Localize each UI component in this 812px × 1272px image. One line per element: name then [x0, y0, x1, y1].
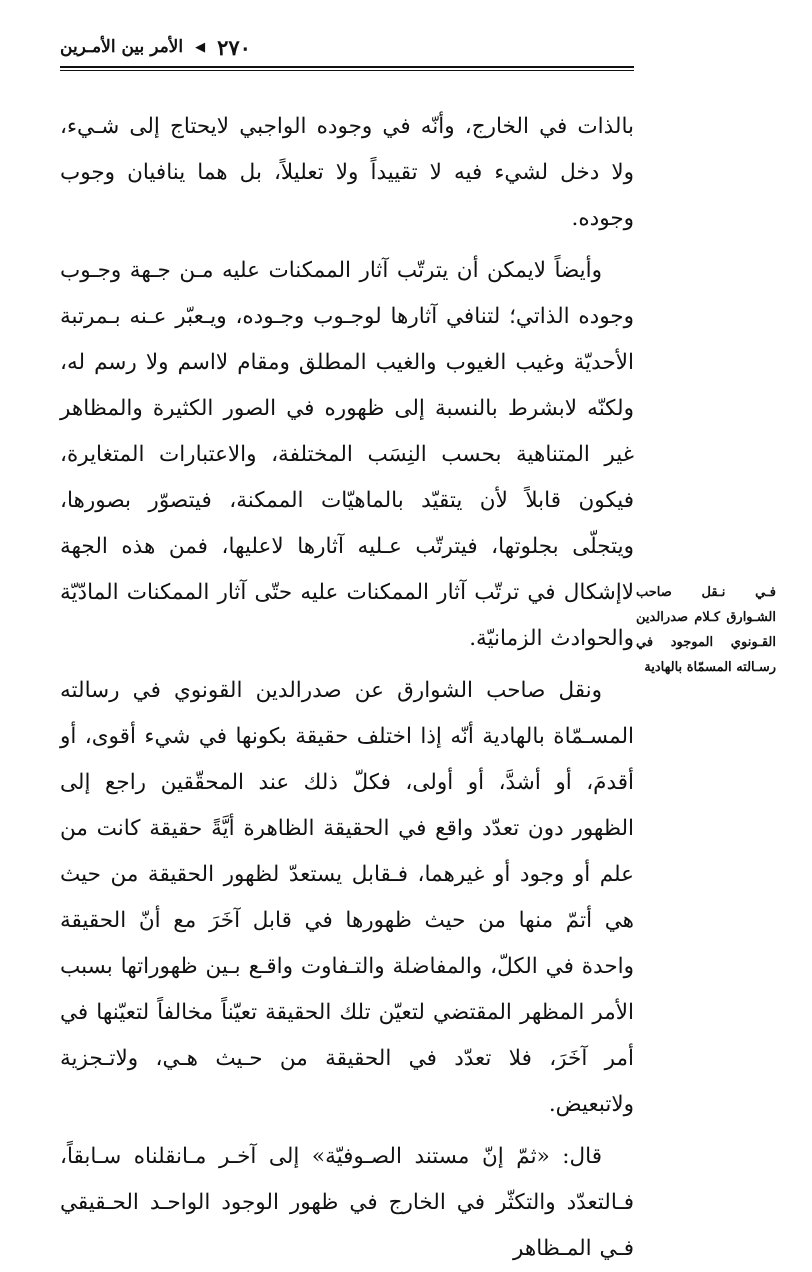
header-rule-thin: [60, 70, 634, 71]
page-number: ٢٧٠: [217, 34, 251, 60]
margin-note: فـي نـقل صاحب الشـوارق كـلام صدرالدين القـونوي الموجود في رسـالته المسمّاة بالهادية: [636, 585, 776, 675]
body-text: [60, 104, 634, 1272]
paragraph: ونقل صاحب الشوارق عن صدرالدين القونوي في رسالته المسـمّاة بالهادية أنّه إذا اختلف حقيقة بكونها في شيء أقوى، أو أقدمَ، أو أشدَّ، أو أولى، فكلّ ذلك عند المحقّقين راجع إلى الظهور دون تعدّد واقع في الحقيقة الظاهرة أيَّةً حقيقة كانت من علم أو وجود أو غيرهما، فـقابل يستعدّ لظهور الحقيقة من حيث هي أتمّ منها من حيث ظهورها في قابل آخَرَ مع أنّ الحقيقة واحدة في الكلّ، والمفاضلة والتـفاوت واقـع بـين ظهوراتها بسبب الأمر المظهر المقتضي لتعيّن تلك الحقيقة تعيّناً مخالفاً لتعيّنها في أمر آخَرَ، فلا تعدّد في الحقيقة من حـيث هـي، ولاتـجزية ولاتبعيض.: [60, 678, 634, 1117]
page-header: [60, 30, 632, 64]
paragraph: بالذات في الخارج، وأنّه في وجوده الواجبي لايحتاج إلى شـيء، ولا دخل لشيء فيه لا تقييداً ولا تعليلاً، بل هما ينافيان وجوب وجوده.: [60, 114, 634, 231]
arrow-icon: ◀: [195, 39, 206, 55]
paragraph: وأيضاً لايمكن أن يترتّب آثار الممكنات عليه مـن جـهة وجـوب وجوده الذاتي؛ لتنافي آثارها لوجـوب وجـوده، ويـعبّر عـنه بـمرتبة الأحديّة وغيب الغيوب والغيب المطلق ومقام لااسم ولا رسم له، ولكنّه لابشرط بالنسبة إلى ظهوره في الصور الكثيرة والمظاهر غير المتناهية بحسب النِسَب المختلفة، والاعتبارات المتغايرة، فيكون قابلاً لأن يتقيّد بالماهيّات الممكنة، فيتصوّر بصورها، ويتجلّى بجلوتها، فيترتّب عـليه آثارها لاعليها، فمن هذه الجهة لاإشكال في ترتّب آثار الممكنات عليه حتّى آثار الممكنات المادّيّة والحوادث الزمانيّة.: [60, 258, 634, 651]
running-title: الأمر بين الأمـرين: [60, 37, 184, 57]
paragraph: قال: «ثمّ إنّ مستند الصـوفيّة» إلى آخـر مـانقلناه سـابقاً، فـالتعدّد والتكثّر في الخارج في ظهور الوجود الواحـد الحـقيقي فـي المـظاهر: [60, 1144, 634, 1261]
header-rule: [60, 66, 634, 68]
